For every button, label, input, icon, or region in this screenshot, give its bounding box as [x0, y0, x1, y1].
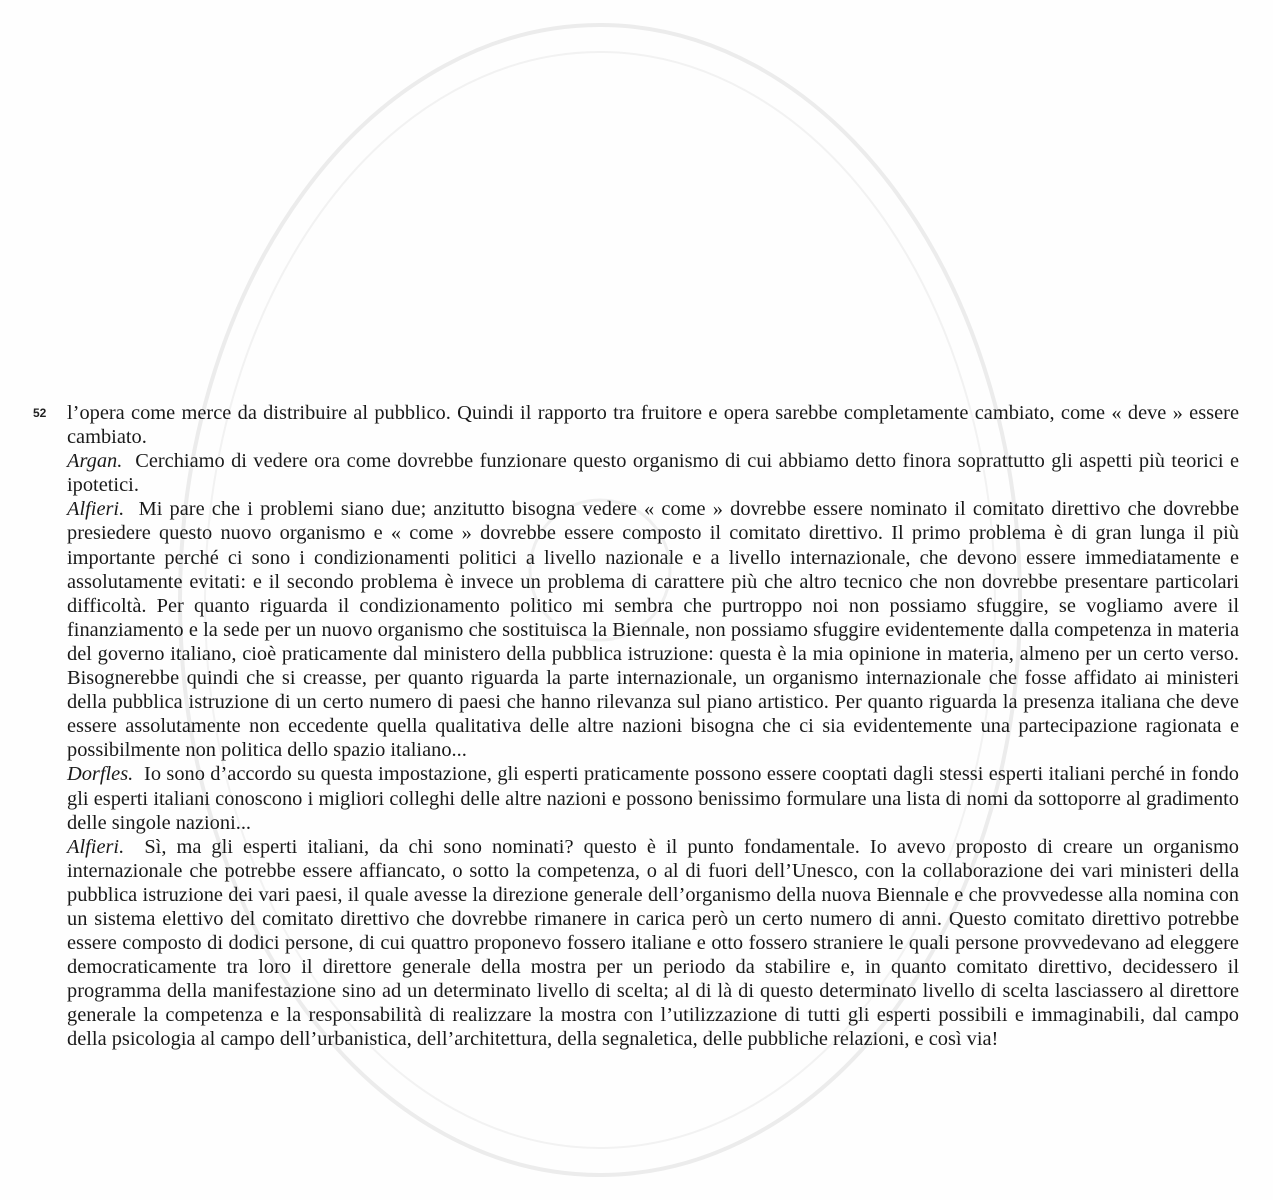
paragraph-text: Io sono d’accordo su questa impostazione, gli esperti praticamente possono essere cooptati dagli stessi esperti italiani perché in fondo gli esperti italiani conoscono i migliori colleghi delle altre nazioni e possono benissimo formulare una lista di nomi da sottoporre al gradimento delle singole nazioni... [67, 763, 1239, 834]
paragraph-3 [67, 497, 1239, 762]
paragraph-2 [67, 449, 1239, 497]
paragraph-text: Sì, ma gli esperti italiani, da chi sono nominati? questo è il punto fondamentale. Io avevo proposto di creare un organismo internazionale che potrebbe essere affiancato, o sotto la competenza, o al di fuori dell’Unesco, con la collaborazione dei vari ministeri della pubblica istruzione dei vari paesi, il quale avesse la direzione generale dell’organismo della nuova Biennale e che provvedesse alla nomina con un sistema elettivo del comitato direttivo che dovrebbe rimanere in carica però un certo numero di anni. Questo comitato direttivo potrebbe essere composto di dodici persone, di cui quattro proponevo fossero italiane e otto fossero straniere le quali persone provvedevano ad eleggere democraticamente tra loro il direttore generale della mostra per un periodo da stabilire e, in quanto comitato direttivo, decidessero il programma della manifestazione sino ad un determinato livello di scelta; al di là di questo determinato livello di scelta lasciassero al direttore generale la competenza e la responsabilità di realizzare la mostra con l’utilizzazione di tutti gli esperti possibili e immaginabili, dal campo della psicologia al campo dell’urbanistica, dell’architettura, della segnaletica, delle pubbliche relazioni, e così via! [67, 835, 1239, 1051]
body-text [67, 401, 1239, 1052]
speaker-name: Alfieri. [67, 498, 125, 521]
paragraph-text: Cerchiamo di vedere ora come dovrebbe funzionare questo organismo di cui abbiamo detto finora soprattutto gli aspetti più teorici e ipotetici. [67, 450, 1240, 497]
speaker-name: Dorfles. [67, 763, 134, 786]
page-number: 52 [33, 406, 47, 420]
paragraph-text: l’opera come merce da distribuire al pubblico. Quindi il rapporto tra fruitore e opera sarebbe completamente cambiato, come « deve » essere cambiato. [67, 402, 1239, 449]
paragraph-1 [67, 401, 1239, 449]
speaker-name: Alfieri. [67, 835, 125, 858]
paragraph-text: Mi pare che i problemi siano due; anzitutto bisogna vedere « come » dovrebbe essere nominato il comitato direttivo che dovrebbe presiedere questo nuovo organismo e « come » dovrebbe essere composto il comitato direttivo. Il primo problema è di gran lunga il più importante perché ci sono i condizionamenti politici a livello nazionale e a livello internazionale, che devono essere immediatamente e assolutamente evitati: e il secondo problema è invece un problema di carattere più che altro tecnico che non dovrebbe presentare particolari difficoltà. Per quanto riguarda il condizionamento politico mi sembra che purtroppo noi non possiamo sfuggire, se vogliamo avere il finanziamento e la sede per un nuovo organismo che sostituisca la Biennale, non possiamo sfuggire evidentemente dalla competenza in materia del governo italiano, cioè praticamente dal ministero della pubblica istruzione: questa è la mia opinione in materia, almeno per un certo verso. Bisognerebbe quindi che si creasse, per quanto riguarda la parte internazionale, un organismo internazionale che fosse affidato ai ministeri della pubblica istruzione di un certo numero di paesi che hanno rilevanza sul piano artistico. Per quanto riguarda la presenza italiana che deve essere assolutamente non eccedente quella qualitativa delle altre nazioni bisogna che ci sia evidentemente una partecipazione ragionata e possibilmente non politica dello spazio italiano... [67, 498, 1239, 762]
speaker-name: Argan. [67, 450, 123, 473]
paragraph-5 [67, 835, 1239, 1052]
paragraph-4 [67, 762, 1239, 834]
